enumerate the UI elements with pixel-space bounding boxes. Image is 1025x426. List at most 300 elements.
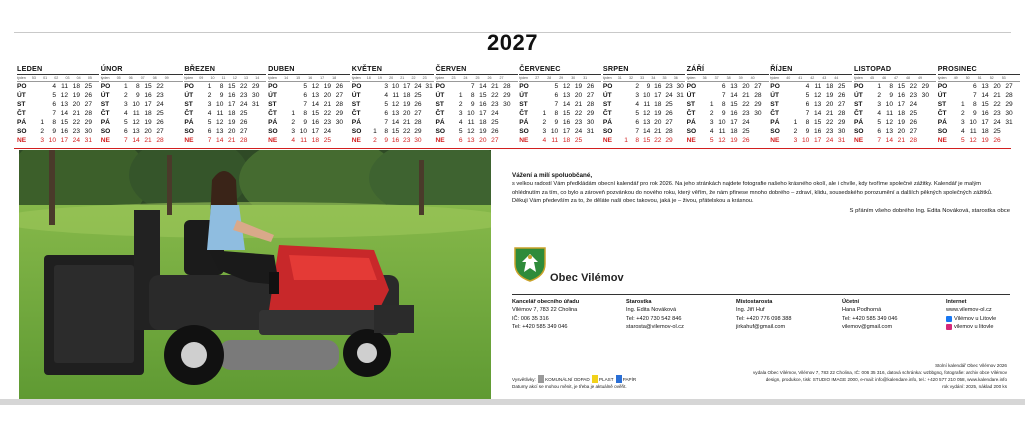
- week-number: 22: [411, 76, 416, 80]
- month-name: PROSINEC: [938, 65, 1020, 75]
- day-cell: [33, 82, 45, 91]
- week-number: 40: [786, 76, 791, 80]
- imprint-line: rok vydání: 2025, náklad 200 ks: [942, 384, 1007, 389]
- day-cell: 1: [624, 137, 628, 144]
- day-cell: 3: [124, 101, 128, 108]
- day-cell: 31: [837, 137, 846, 144]
- day-cell: 26: [837, 92, 846, 99]
- week-number: 24: [463, 76, 468, 80]
- day-cell: 6: [303, 92, 308, 99]
- day-row: [17, 127, 99, 136]
- day-cell: 28: [1005, 92, 1013, 99]
- day-row: [687, 127, 769, 136]
- week-number: 09: [199, 76, 204, 80]
- contact-email-link[interactable]: jirkahuf@gmail.com: [736, 323, 786, 330]
- day-cell: 27: [84, 101, 92, 108]
- day-cell: 22: [156, 83, 164, 90]
- day-cell: 17: [144, 101, 152, 108]
- day-cell: 13: [311, 92, 320, 99]
- day-label: SO: [17, 128, 27, 135]
- week-number: 38: [726, 76, 731, 80]
- day-cell: 7: [384, 119, 388, 126]
- day-cell: 13: [132, 128, 140, 135]
- day-cell: 15: [60, 119, 68, 126]
- day-cell: [918, 109, 930, 118]
- contact-mayor: [626, 298, 684, 331]
- day-cell: [33, 91, 45, 100]
- day-cell: 30: [414, 137, 422, 144]
- day-cell: 3: [542, 128, 547, 135]
- day-cell: [1002, 136, 1014, 145]
- week-number: 18: [366, 76, 371, 80]
- day-row: [519, 91, 601, 100]
- day-cell: 24: [240, 101, 248, 108]
- day-cell: 15: [730, 101, 738, 108]
- day-cell: 1: [877, 83, 881, 90]
- week-number: 52: [989, 76, 994, 80]
- day-label: ST: [519, 101, 528, 108]
- day-cell: 30: [252, 92, 260, 99]
- week-number: 31: [583, 76, 588, 80]
- day-cell: 9: [219, 92, 224, 99]
- day-cell: 7: [721, 92, 726, 99]
- day-row: [603, 109, 685, 118]
- day-label: SO: [268, 128, 278, 135]
- day-cell: 18: [981, 128, 989, 135]
- day-cell: 26: [335, 83, 344, 90]
- day-cell: 3: [709, 119, 714, 126]
- day-cell: 8: [136, 83, 140, 90]
- day-cell: 14: [479, 83, 487, 90]
- day-cell: 23: [825, 128, 834, 135]
- day-cell: [423, 127, 434, 136]
- day-cell: 13: [467, 137, 475, 144]
- day-cell: 16: [654, 83, 662, 90]
- day-cell: [367, 100, 378, 109]
- contacts-divider: [512, 294, 1010, 295]
- day-cell: 6: [973, 83, 977, 90]
- week-label: týden: [686, 76, 696, 80]
- day-cell: 22: [654, 137, 662, 144]
- day-cell: 30: [1005, 110, 1013, 117]
- day-cell: 22: [825, 119, 834, 126]
- day-cell: 5: [384, 101, 388, 108]
- day-cell: 23: [665, 83, 673, 90]
- day-cell: 1: [793, 119, 798, 126]
- day-row: [184, 118, 266, 127]
- day-cell: 19: [144, 119, 152, 126]
- day-row: [938, 109, 1020, 118]
- week-number: 53: [31, 76, 36, 80]
- day-row: [603, 118, 685, 127]
- day-row: [603, 127, 685, 136]
- day-cell: 18: [72, 83, 80, 90]
- day-cell: 12: [642, 110, 651, 117]
- day-label: NE: [268, 137, 278, 144]
- day-cell: [786, 82, 798, 91]
- day-cell: 11: [886, 110, 893, 117]
- day-row: [268, 127, 350, 136]
- day-cell: 20: [993, 83, 1001, 90]
- week-number: 10: [210, 76, 215, 80]
- day-cell: 31: [84, 137, 92, 144]
- day-cell: 20: [228, 128, 236, 135]
- day-cell: 28: [335, 101, 344, 108]
- day-label: SO: [351, 128, 362, 135]
- day-cell: 13: [216, 128, 224, 135]
- website-link[interactable]: www.vilemov-ol.cz: [946, 307, 992, 314]
- month-block: [854, 65, 936, 147]
- day-label: SO: [435, 128, 446, 135]
- day-row: [519, 109, 601, 118]
- day-cell: 16: [144, 92, 152, 99]
- day-cell: [248, 127, 260, 136]
- day-row: [687, 91, 769, 100]
- month-block: [687, 65, 769, 147]
- day-cell: 3: [793, 137, 798, 144]
- day-cell: 10: [642, 92, 651, 99]
- day-cell: 12: [562, 83, 571, 90]
- day-cell: 18: [479, 119, 487, 126]
- day-label: PO: [686, 83, 697, 90]
- day-row: [184, 109, 266, 118]
- day-cell: 28: [156, 137, 164, 144]
- week-number: 45: [870, 76, 874, 80]
- day-label: ČT: [100, 110, 110, 117]
- day-cell: 27: [414, 110, 422, 117]
- week-number: 27: [535, 76, 540, 80]
- day-cell: 3: [40, 137, 44, 144]
- day-cell: 20: [323, 92, 332, 99]
- contact-office: [512, 298, 579, 331]
- day-cell: 13: [562, 92, 571, 99]
- day-row: [603, 91, 685, 100]
- day-row: [436, 82, 518, 91]
- day-cell: 26: [156, 119, 164, 126]
- day-row: [436, 109, 518, 118]
- letter-body: s velkou radostí Vám předkládám obecní kalendář pro rok 2026. Na jeho stránkách najdete fotografie našeho krásného okolí, ale i chvíle, kdy tvoříme společné zážitky. Kalendář je malým ohlédnutím za tím, co bylo a zároveň pozvánkou do nového roku, který věřím, že nám přinese mnoho dobrého – zdraví, klidu, sousedského porozumění a dalších pěkných společných zážitků.: [512, 181, 993, 196]
- day-cell: 10: [132, 101, 140, 108]
- day-cell: 24: [414, 83, 422, 90]
- day-cell: 12: [60, 92, 68, 99]
- day-cell: 24: [909, 101, 917, 108]
- day-cell: 23: [909, 92, 917, 99]
- day-row: [184, 127, 266, 136]
- day-cell: 29: [837, 119, 846, 126]
- instagram-link[interactable]: vilemov u litovle: [954, 323, 994, 330]
- day-cell: 7: [877, 137, 881, 144]
- day-cell: 26: [491, 128, 499, 135]
- day-cell: 12: [718, 137, 726, 144]
- week-numbers: [268, 75, 350, 82]
- day-cell: [500, 118, 512, 127]
- week-number: 15: [296, 76, 301, 80]
- day-cell: 1: [961, 101, 965, 108]
- day-cell: 8: [219, 83, 224, 90]
- day-label: ÚT: [602, 92, 612, 99]
- week-number: 39: [738, 76, 743, 80]
- day-row: [519, 118, 601, 127]
- day-cell: 20: [897, 128, 905, 135]
- month-name: BŘEZEN: [184, 65, 266, 75]
- day-cell: [284, 91, 296, 100]
- day-cell: 9: [52, 128, 56, 135]
- day-cell: 23: [993, 110, 1001, 117]
- day-label: PO: [351, 83, 362, 90]
- day-cell: 9: [384, 137, 388, 144]
- day-cell: [1002, 127, 1014, 136]
- day-cell: 24: [993, 119, 1001, 126]
- day-cell: 4: [291, 137, 296, 144]
- day-cell: [535, 100, 547, 109]
- month-grid: [17, 65, 1021, 147]
- day-cell: 17: [479, 110, 487, 117]
- day-label: PO: [519, 83, 529, 90]
- day-cell: 25: [742, 128, 750, 135]
- day-label: ST: [351, 101, 361, 108]
- day-cell: [786, 109, 798, 118]
- day-cell: 20: [479, 137, 487, 144]
- day-cell: 18: [311, 137, 320, 144]
- week-number: 08: [152, 76, 157, 80]
- day-cell: 7: [52, 110, 56, 117]
- day-cell: [918, 118, 930, 127]
- day-cell: 8: [805, 119, 810, 126]
- day-row: [352, 127, 434, 136]
- day-cell: 31: [586, 128, 595, 135]
- day-cell: 12: [813, 92, 822, 99]
- day-cell: 4: [542, 137, 547, 144]
- facebook-icon: [946, 316, 952, 322]
- day-cell: [618, 118, 629, 127]
- day-row: [352, 118, 434, 127]
- day-cell: [703, 91, 715, 100]
- day-label: ST: [602, 101, 612, 108]
- day-cell: 2: [207, 92, 212, 99]
- day-cell: 19: [479, 128, 487, 135]
- day-cell: 28: [503, 83, 511, 90]
- day-row: [770, 91, 852, 100]
- week-number: 41: [798, 76, 803, 80]
- day-cell: 26: [993, 137, 1001, 144]
- week-number: 19: [377, 76, 382, 80]
- week-numbers: [17, 75, 99, 82]
- day-cell: 5: [458, 128, 463, 135]
- day-row: [436, 118, 518, 127]
- day-cell: 14: [885, 137, 893, 144]
- day-cell: 26: [586, 83, 595, 90]
- day-cell: 8: [973, 101, 977, 108]
- day-label: PÁ: [435, 119, 445, 126]
- day-label: PÁ: [519, 119, 529, 126]
- day-label: SO: [937, 128, 948, 135]
- day-cell: 12: [216, 119, 224, 126]
- day-cell: 9: [721, 110, 726, 117]
- day-row: [770, 82, 852, 91]
- day-cell: 30: [586, 119, 595, 126]
- day-cell: 25: [84, 83, 92, 90]
- day-cell: [33, 100, 45, 109]
- day-cell: 26: [414, 101, 422, 108]
- day-label: ST: [854, 101, 863, 108]
- day-label: NE: [602, 137, 613, 144]
- day-cell: 17: [228, 101, 236, 108]
- day-row: [184, 100, 266, 109]
- month-block: [519, 65, 601, 147]
- day-cell: 4: [709, 128, 714, 135]
- week-number: 50: [965, 76, 970, 80]
- day-row: [770, 136, 852, 145]
- day-row: [436, 100, 518, 109]
- day-cell: 21: [323, 101, 332, 108]
- day-cell: 27: [754, 83, 762, 90]
- day-row: [268, 136, 350, 145]
- day-cell: [618, 82, 629, 91]
- day-cell: 1: [207, 83, 212, 90]
- week-number: 36: [702, 76, 707, 80]
- day-label: PO: [602, 83, 613, 90]
- week-number: 09: [164, 76, 169, 80]
- day-row: [519, 136, 601, 145]
- day-cell: 18: [403, 92, 411, 99]
- day-cell: 31: [425, 83, 433, 90]
- day-cell: 8: [52, 119, 56, 126]
- day-label: NE: [937, 137, 947, 144]
- day-row: [352, 136, 434, 145]
- day-cell: 3: [207, 101, 212, 108]
- day-cell: 11: [300, 137, 308, 144]
- day-cell: 29: [84, 119, 92, 126]
- day-cell: 23: [323, 119, 332, 126]
- day-row: [770, 127, 852, 136]
- week-number: 49: [953, 76, 958, 80]
- day-cell: 24: [323, 128, 332, 135]
- day-cell: 25: [665, 101, 673, 108]
- day-cell: 15: [311, 110, 320, 117]
- day-cell: 21: [654, 128, 662, 135]
- day-cell: 21: [825, 110, 834, 117]
- week-number: 34: [651, 76, 656, 80]
- day-cell: 8: [889, 83, 893, 90]
- day-cell: 20: [574, 92, 583, 99]
- week-number: 14: [284, 76, 289, 80]
- day-cell: 27: [837, 101, 846, 108]
- week-numbers: [770, 75, 852, 82]
- day-cell: 16: [897, 92, 905, 99]
- day-cell: 1: [124, 83, 128, 90]
- facebook-link[interactable]: Vilémov u Litovle: [954, 315, 997, 322]
- day-label: NE: [519, 137, 529, 144]
- contact-heading: Účetní: [842, 299, 860, 305]
- mayor-letter: [512, 171, 1010, 216]
- day-cell: 21: [403, 119, 411, 126]
- week-number: 23: [451, 76, 456, 80]
- day-cell: 30: [335, 119, 344, 126]
- day-cell: 10: [550, 128, 559, 135]
- day-cell: 17: [562, 128, 571, 135]
- week-number: 03: [65, 76, 70, 80]
- day-label: PO: [268, 83, 278, 90]
- day-row: [268, 109, 350, 118]
- day-row: [352, 82, 434, 91]
- day-label: SO: [686, 128, 697, 135]
- month-name: ŘÍJEN: [770, 65, 852, 75]
- week-numbers: [352, 75, 434, 82]
- day-cell: [618, 127, 629, 136]
- day-cell: 19: [403, 101, 411, 108]
- day-cell: 19: [574, 83, 583, 90]
- week-numbers: [854, 75, 936, 82]
- day-label: ÚT: [937, 92, 947, 99]
- day-label: ÚT: [184, 92, 194, 99]
- day-row: [101, 127, 183, 136]
- day-label: ST: [100, 101, 110, 108]
- day-cell: [674, 109, 685, 118]
- day-cell: 15: [228, 83, 236, 90]
- day-cell: 7: [805, 110, 810, 117]
- week-number: 05: [87, 76, 92, 80]
- day-cell: 19: [228, 119, 236, 126]
- day-cell: [535, 91, 547, 100]
- week-label: týden: [184, 76, 194, 80]
- week-number: 13: [244, 76, 249, 80]
- day-row: [854, 136, 936, 145]
- day-cell: 7: [470, 83, 475, 90]
- day-cell: 13: [730, 83, 738, 90]
- day-label: ÚT: [770, 92, 780, 99]
- contact-line: IČ: 006 35 316: [512, 315, 549, 322]
- day-label: ST: [770, 101, 779, 108]
- day-label: PÁ: [268, 119, 278, 126]
- day-label: PO: [854, 83, 864, 90]
- day-label: PÁ: [100, 119, 110, 126]
- day-cell: 22: [323, 110, 332, 117]
- day-row: [687, 109, 769, 118]
- day-cell: 27: [586, 92, 595, 99]
- day-cell: 28: [586, 101, 595, 108]
- day-cell: [367, 91, 378, 100]
- day-cell: 25: [993, 128, 1001, 135]
- month-name: SRPEN: [603, 65, 685, 75]
- day-cell: 20: [742, 83, 750, 90]
- day-cell: 6: [52, 101, 56, 108]
- contact-line: Ing. Jiří Huf: [736, 307, 765, 314]
- day-cell: 14: [730, 92, 738, 99]
- day-cell: 7: [124, 137, 128, 144]
- day-cell: 11: [814, 83, 822, 90]
- week-number: 14: [255, 76, 260, 80]
- day-row: [770, 100, 852, 109]
- day-cell: 7: [303, 101, 308, 108]
- day-label: PÁ: [854, 119, 864, 126]
- contact-email-link[interactable]: starosta@vilemov-ol.cz: [626, 323, 684, 330]
- contact-email-link[interactable]: vilemov@gmail.com: [842, 323, 893, 330]
- month-name: ČERVEN: [436, 65, 518, 75]
- day-cell: 25: [491, 119, 499, 126]
- day-label: PO: [100, 83, 111, 90]
- day-cell: 11: [216, 110, 224, 117]
- contact-heading: Kancelář obecního úřadu: [512, 299, 580, 305]
- week-number: 46: [882, 76, 886, 80]
- day-cell: [500, 136, 512, 145]
- week-label: týden: [937, 76, 947, 80]
- day-cell: 20: [144, 128, 152, 135]
- day-cell: 1: [709, 101, 714, 108]
- day-cell: 30: [921, 92, 929, 99]
- day-cell: 24: [825, 137, 834, 144]
- day-cell: 29: [503, 92, 511, 99]
- day-cell: [284, 100, 296, 109]
